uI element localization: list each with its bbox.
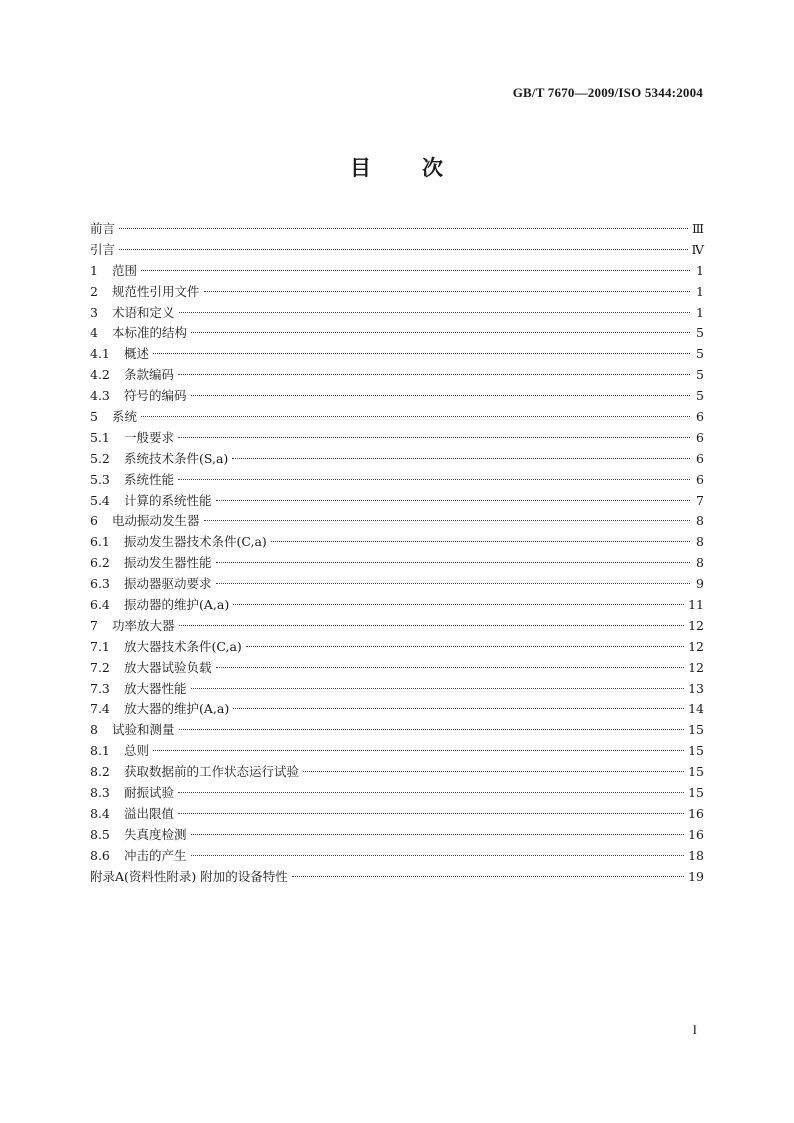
toc-entry-title: 获取数据前的工作状态运行试验 — [124, 764, 300, 780]
title-char-1: 目 — [350, 156, 372, 180]
toc-entry-page: 11 — [688, 597, 704, 613]
toc-entry[interactable] — [90, 240, 704, 261]
toc-entry-label — [90, 783, 174, 804]
toc-entry-title: 振动器的维护(A,a) — [124, 597, 230, 613]
toc-entry-title: 引言 — [90, 241, 116, 257]
toc-entry-number: 6.3 — [90, 576, 110, 592]
toc-entry-title: 本标准的结构 — [112, 325, 188, 341]
toc-entry-title: 规范性引用文件 — [112, 283, 200, 299]
toc-dot-leader — [178, 437, 690, 438]
toc-entry-page: 12 — [688, 617, 704, 633]
toc-entry-title: 前言 — [90, 221, 116, 236]
toc-entry-label — [90, 428, 174, 449]
toc-entry[interactable] — [90, 679, 704, 700]
toc-entry-label — [90, 449, 228, 470]
toc-entry-label — [90, 553, 212, 574]
toc-dot-leader — [292, 876, 684, 877]
toc-entry-page: 15 — [688, 764, 704, 780]
toc-entry-page: 8 — [696, 534, 704, 550]
toc-entry-title: 放大器的维护(A,a) — [124, 701, 230, 717]
toc-entry-page: 16 — [688, 805, 704, 821]
toc-entry-title: 试验和测量 — [112, 722, 175, 738]
toc-entry-number: 6.1 — [90, 534, 110, 550]
toc-dot-leader — [233, 604, 684, 605]
toc-entry-label — [90, 470, 174, 491]
toc-entry-label — [90, 804, 174, 825]
standard-number-header: GB/T 7670—2009/ISO 5344:2004 — [512, 85, 703, 100]
toc-dot-leader — [141, 416, 690, 417]
toc-entry-title: 振动发生器技术条件(C,a) — [124, 534, 267, 550]
toc-entry[interactable] — [90, 616, 704, 637]
toc-entry-number: 1 — [90, 262, 98, 278]
toc-entry[interactable] — [90, 449, 704, 470]
toc-entry-number: 4 — [90, 325, 98, 341]
toc-entry-page: 8 — [696, 513, 704, 529]
toc-entry-number: 2 — [90, 283, 98, 299]
toc-entry-page: 1 — [696, 304, 704, 320]
toc-entry-number: 3 — [90, 304, 98, 320]
toc-entry[interactable] — [90, 282, 704, 303]
toc-entry-number: 4.1 — [90, 346, 110, 362]
toc-entry-label — [90, 240, 115, 261]
toc-entry-title: 电动振动发生器 — [112, 513, 200, 529]
toc-entry-title: 系统 — [112, 409, 138, 425]
toc-entry[interactable] — [90, 637, 704, 658]
toc-entry-page: 1 — [696, 262, 704, 278]
toc-dot-leader — [119, 249, 687, 250]
toc-entry-title: 计算的系统性能 — [124, 492, 212, 508]
toc-dot-leader — [216, 667, 685, 668]
toc-dot-leader — [153, 353, 690, 354]
toc-entry-number: 7 — [90, 617, 98, 633]
toc-entry-title: 冲击的产生 — [124, 847, 187, 863]
toc-entry-page: 5 — [696, 388, 704, 404]
toc-entry-number: 7.1 — [90, 638, 110, 654]
toc-entry-label — [90, 323, 187, 344]
toc-dot-leader — [216, 500, 690, 501]
toc-entry[interactable] — [90, 428, 704, 449]
toc-entry-number: 7.3 — [90, 680, 110, 696]
toc-entry-page: 9 — [696, 576, 704, 592]
toc-dot-leader — [179, 729, 685, 730]
toc-entry[interactable] — [90, 511, 704, 532]
toc-entry[interactable] — [90, 720, 704, 741]
toc-entry-label — [90, 386, 187, 407]
toc-dot-leader — [191, 834, 685, 835]
toc-entry-title: 功率放大器 — [112, 617, 175, 633]
toc-entry[interactable] — [90, 658, 704, 679]
toc-entry-number: 7.4 — [90, 701, 110, 717]
toc-entry[interactable] — [90, 553, 704, 574]
toc-entry-page: 15 — [688, 743, 704, 759]
toc-entry[interactable] — [90, 783, 704, 804]
toc-entry[interactable] — [90, 386, 704, 407]
toc-entry-number: 8.3 — [90, 785, 110, 801]
table-of-contents — [90, 219, 704, 888]
toc-entry-page: Ⅲ — [691, 221, 704, 236]
toc-entry-page: 6 — [696, 450, 704, 466]
toc-entry-title: (资料性附录) 附加的设备特性 — [124, 868, 288, 884]
toc-entry-label — [90, 282, 200, 303]
page-title — [0, 152, 794, 182]
toc-entry[interactable] — [90, 762, 704, 783]
title-char-2: 次 — [422, 156, 444, 180]
toc-entry-label — [90, 407, 137, 428]
toc-entry[interactable] — [90, 219, 704, 240]
toc-entry-title: 总则 — [124, 743, 150, 759]
toc-dot-leader — [178, 813, 684, 814]
toc-dot-leader — [232, 458, 690, 459]
toc-dot-leader — [141, 270, 690, 271]
toc-dot-leader — [246, 646, 684, 647]
toc-entry-number: 5.2 — [90, 450, 110, 466]
toc-entry-number: 8.4 — [90, 805, 110, 821]
toc-entry-label — [90, 720, 175, 741]
toc-entry-number: 4.3 — [90, 388, 110, 404]
toc-entry-title: 概述 — [124, 346, 150, 362]
toc-entry-label — [90, 365, 174, 386]
toc-entry-number: 8 — [90, 722, 98, 738]
toc-entry-label — [90, 491, 212, 512]
toc-entry-page: 15 — [688, 722, 704, 738]
toc-entry-label — [90, 679, 187, 700]
toc-entry-number: 5.1 — [90, 429, 110, 445]
toc-entry-number: 6.4 — [90, 597, 110, 613]
toc-entry-number: 6 — [90, 513, 98, 529]
toc-entry[interactable] — [90, 407, 704, 428]
toc-entry-title: 范围 — [112, 262, 138, 278]
toc-entry-label — [90, 532, 267, 553]
toc-entry-number: 4.2 — [90, 367, 110, 383]
toc-entry-label — [90, 846, 187, 867]
toc-entry-label — [90, 658, 212, 679]
toc-entry-title: 术语和定义 — [112, 304, 175, 320]
toc-entry-page: 1 — [696, 283, 704, 299]
toc-entry[interactable] — [90, 574, 704, 595]
toc-entry-label — [90, 637, 242, 658]
toc-entry-title: 失真度检测 — [124, 826, 187, 842]
toc-entry-page: 6 — [696, 409, 704, 425]
toc-entry[interactable] — [90, 867, 704, 888]
toc-entry[interactable] — [90, 532, 704, 553]
toc-entry-number: 8.2 — [90, 764, 110, 780]
page-number: I — [692, 1022, 697, 1037]
toc-entry-label — [90, 511, 200, 532]
toc-entry-label — [90, 741, 149, 762]
toc-entry[interactable] — [90, 804, 704, 825]
toc-entry-label — [90, 303, 175, 324]
toc-entry-title: 放大器性能 — [124, 680, 187, 696]
toc-entry[interactable] — [90, 470, 704, 491]
toc-dot-leader — [303, 771, 684, 772]
toc-entry[interactable] — [90, 846, 704, 867]
toc-entry-page: 6 — [696, 429, 704, 445]
toc-dot-leader — [179, 312, 690, 313]
toc-entry-label — [90, 867, 288, 888]
toc-dot-leader — [178, 792, 684, 793]
toc-entry[interactable] — [90, 323, 704, 344]
toc-entry-page: 12 — [688, 638, 704, 654]
toc-entry-page: Ⅳ — [691, 241, 704, 257]
toc-entry[interactable] — [90, 261, 704, 282]
toc-entry-label — [90, 574, 212, 595]
toc-entry-title: 溢出限值 — [124, 805, 175, 821]
toc-entry-number: 5.3 — [90, 471, 110, 487]
toc-entry-page: 15 — [688, 785, 704, 801]
toc-entry-page: 19 — [688, 868, 704, 884]
toc-entry-page: 5 — [696, 367, 704, 383]
toc-dot-leader — [204, 291, 690, 292]
toc-entry-number: 5 — [90, 409, 98, 425]
toc-entry-page: 5 — [696, 325, 704, 341]
toc-dot-leader — [178, 374, 690, 375]
toc-entry[interactable] — [90, 365, 704, 386]
toc-entry-page: 16 — [688, 826, 704, 842]
toc-entry-title: 振动器驱动要求 — [124, 576, 212, 592]
toc-entry-label — [90, 261, 137, 282]
toc-dot-leader — [271, 541, 690, 542]
toc-entry-title: 耐振试验 — [124, 785, 175, 801]
toc-entry-title: 条款编码 — [124, 367, 175, 383]
toc-entry-title: 放大器试验负载 — [124, 659, 212, 675]
toc-dot-leader — [216, 583, 690, 584]
toc-entry-title: 放大器技术条件(C,a) — [124, 638, 242, 654]
toc-dot-leader — [191, 332, 690, 333]
toc-entry[interactable] — [90, 825, 704, 846]
toc-entry-title: 系统性能 — [124, 471, 175, 487]
toc-entry-number: 5.4 — [90, 492, 110, 508]
toc-entry-label — [90, 344, 149, 365]
toc-entry[interactable] — [90, 491, 704, 512]
toc-entry-label — [90, 595, 229, 616]
toc-dot-leader — [191, 688, 685, 689]
toc-dot-leader — [233, 708, 684, 709]
toc-entry-number: 附录A — [90, 868, 125, 884]
toc-entry-number: 8.1 — [90, 743, 110, 759]
toc-dot-leader — [191, 395, 690, 396]
toc-entry-number: 7.2 — [90, 659, 110, 675]
toc-entry-label — [90, 762, 299, 783]
toc-entry-title: 振动发生器性能 — [124, 555, 212, 571]
toc-entry-page: 7 — [696, 492, 704, 508]
toc-dot-leader — [204, 520, 690, 521]
toc-entry[interactable] — [90, 699, 704, 720]
toc-dot-leader — [179, 625, 685, 626]
toc-entry-label — [90, 616, 175, 637]
toc-entry-number: 8.5 — [90, 826, 110, 842]
toc-entry[interactable] — [90, 303, 704, 324]
toc-entry-title: 一般要求 — [124, 429, 175, 445]
toc-entry-page: 5 — [696, 346, 704, 362]
toc-entry-label — [90, 219, 115, 240]
toc-entry-page: 12 — [688, 659, 704, 675]
toc-dot-leader — [119, 228, 688, 229]
toc-entry[interactable] — [90, 741, 704, 762]
toc-entry[interactable] — [90, 344, 704, 365]
toc-entry-page: 13 — [688, 680, 704, 696]
toc-entry-page: 6 — [696, 471, 704, 487]
toc-entry-number: 6.2 — [90, 555, 110, 571]
toc-entry-label — [90, 825, 187, 846]
toc-dot-leader — [153, 750, 684, 751]
toc-dot-leader — [191, 855, 685, 856]
toc-entry-page: 18 — [688, 847, 704, 863]
toc-entry-page: 14 — [688, 701, 704, 717]
toc-dot-leader — [178, 479, 690, 480]
toc-entry-label — [90, 699, 229, 720]
toc-entry-page: 8 — [696, 555, 704, 571]
toc-entry-title: 符号的编码 — [124, 388, 187, 404]
toc-entry[interactable] — [90, 595, 704, 616]
toc-dot-leader — [216, 562, 690, 563]
toc-entry-number: 8.6 — [90, 847, 110, 863]
toc-entry-title: 系统技术条件(S,a) — [124, 450, 229, 466]
